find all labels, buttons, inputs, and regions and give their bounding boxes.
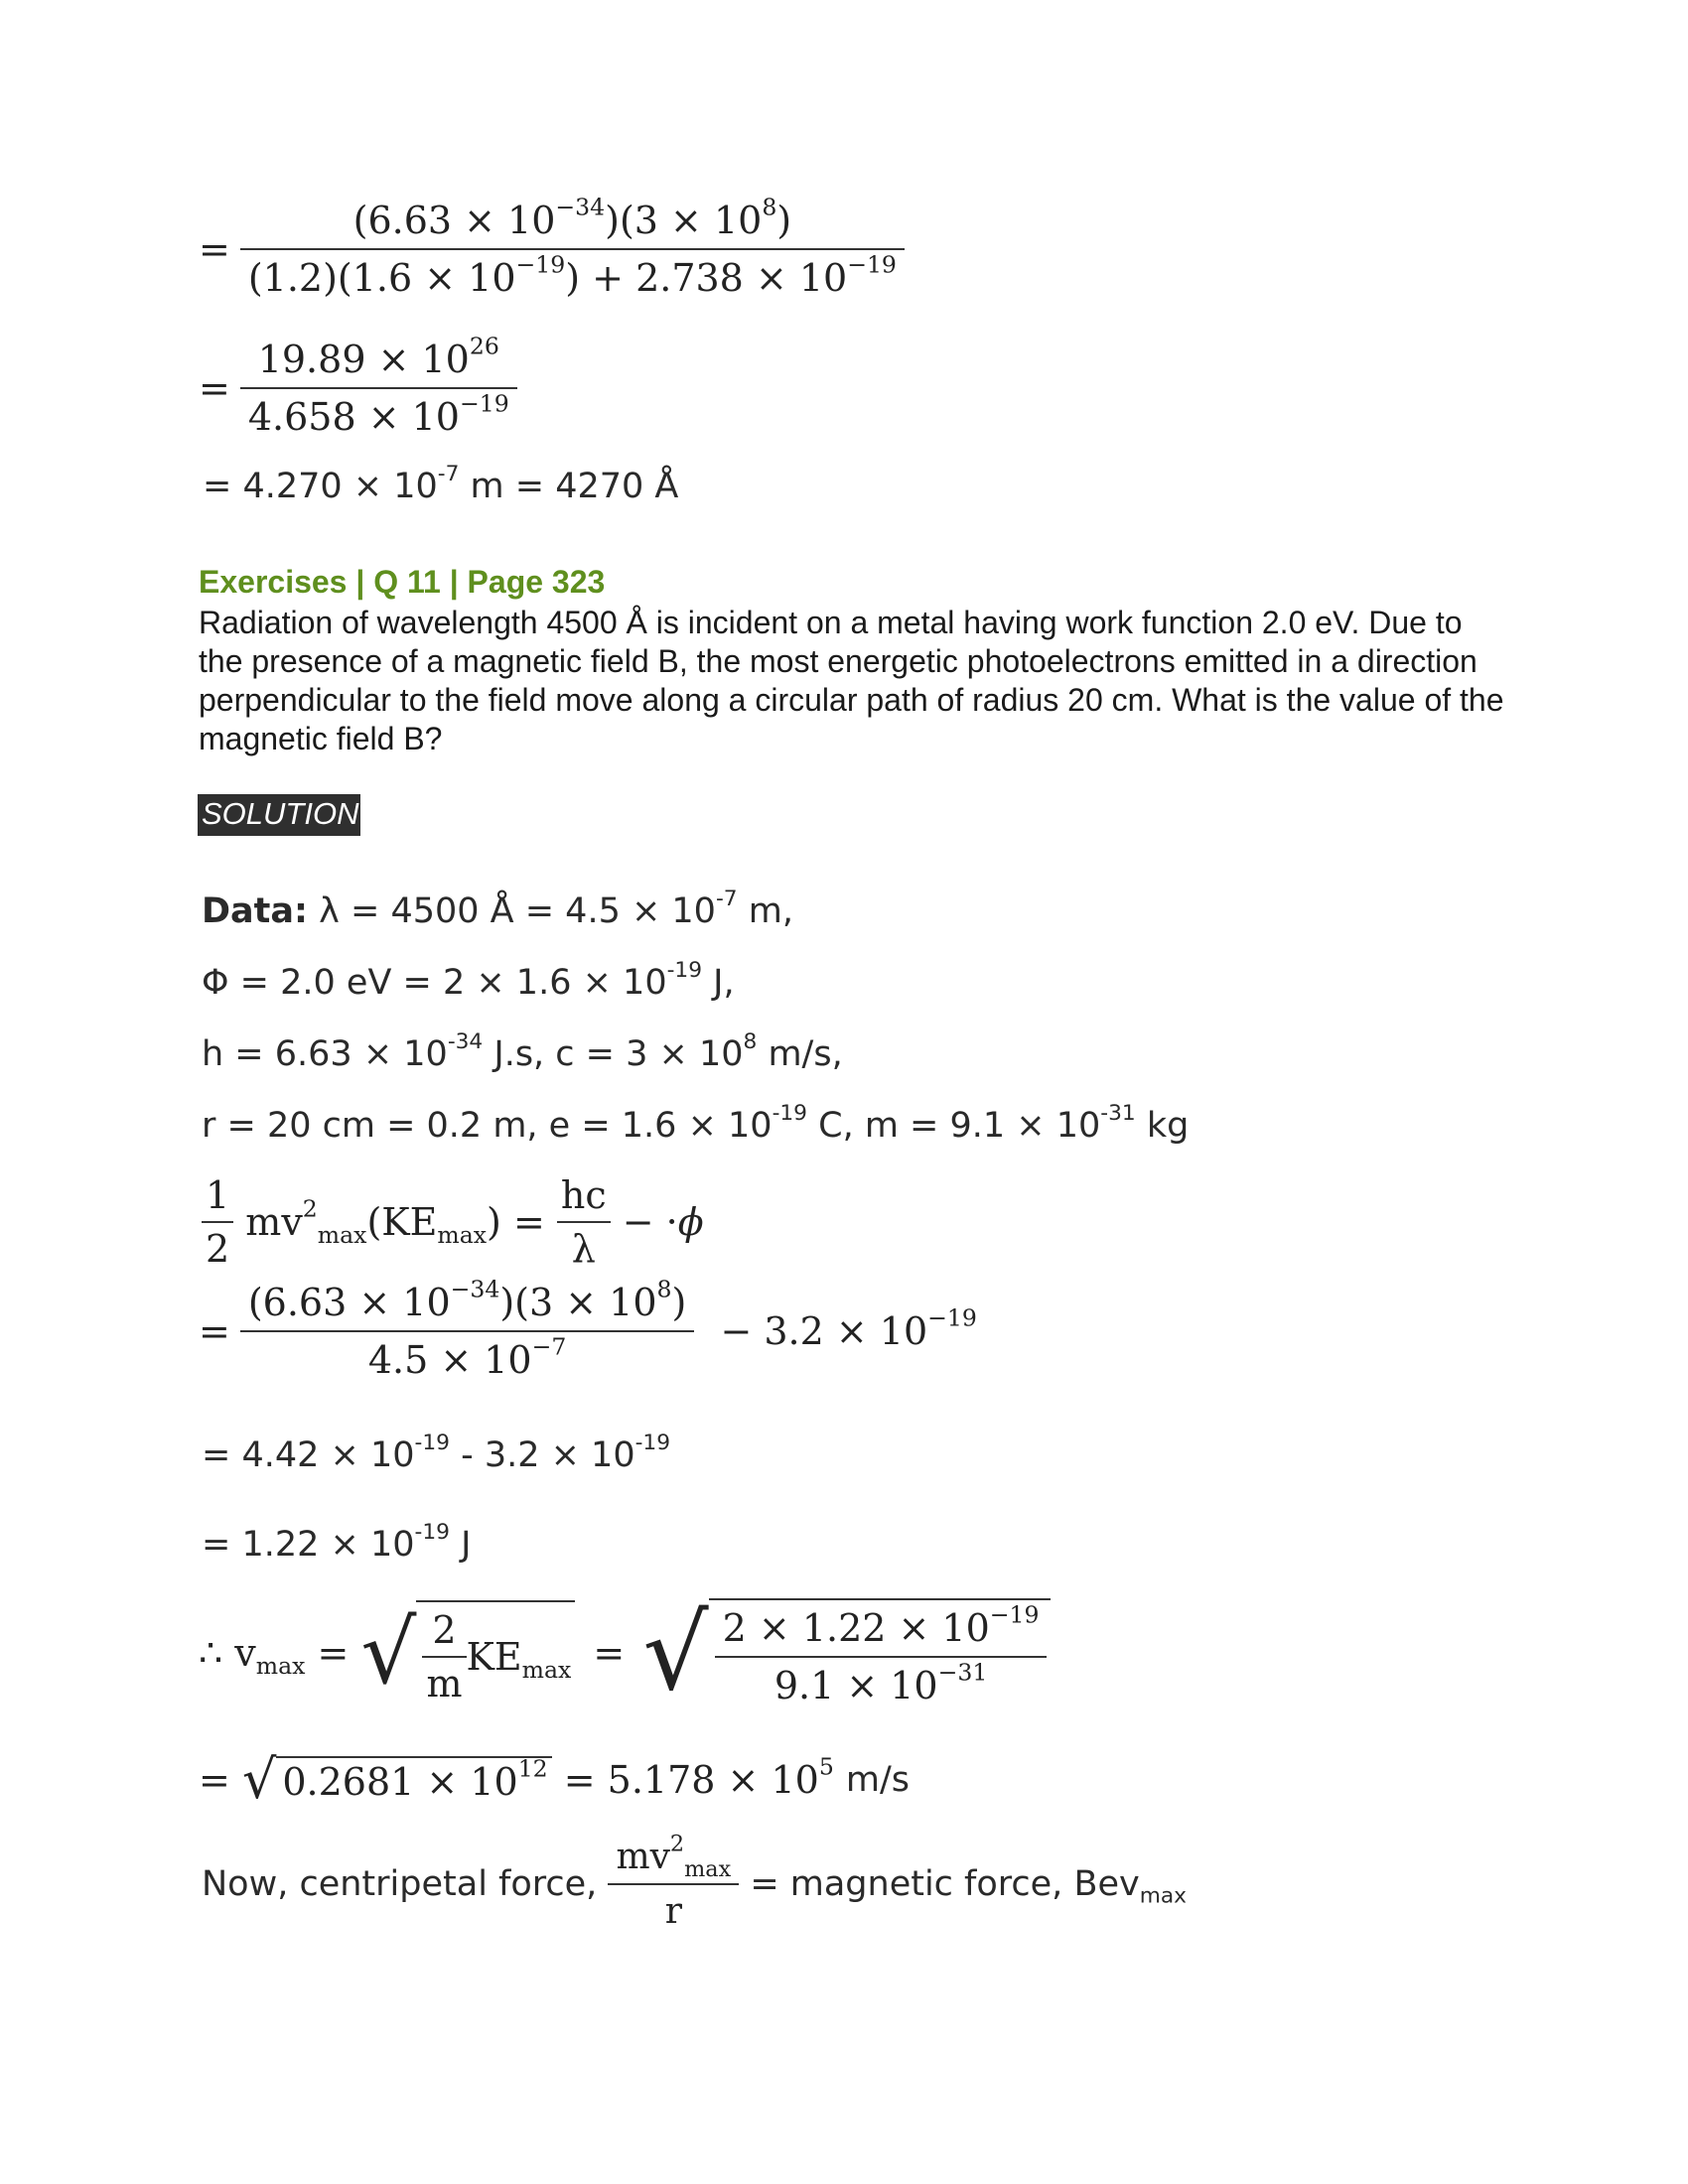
equals-sign: =	[199, 1758, 230, 1802]
ke-lhs: $mv^2_{max}(KE_{max})$ =	[245, 1194, 545, 1250]
vmax-lhs: ∴ $v_{max}$ =	[199, 1631, 350, 1681]
denominator: $4.658 \times 10^{-19}$	[240, 387, 517, 439]
result-tail: = $5.178 \times 10^5$	[563, 1752, 834, 1802]
denominator: λ	[557, 1221, 611, 1271]
ke-calc-line	[199, 1275, 977, 1382]
mid-equals: =	[593, 1631, 626, 1675]
solution-badge: SOLUTION	[198, 794, 360, 836]
force-suffix: = magnetic force, Bev$_{max}$	[750, 1864, 1187, 1909]
fraction	[240, 1275, 695, 1382]
sqrt-icon: √	[241, 1748, 277, 1811]
equals-sign: =	[199, 366, 230, 410]
denominator: r	[608, 1883, 739, 1932]
numerator: $mv^2_{max}$	[616, 1831, 732, 1882]
unit: m/s	[845, 1760, 911, 1800]
numerator: $2 \times 1.22 \times 10^{-19}$	[722, 1600, 1040, 1650]
denominator: m	[422, 1656, 466, 1706]
fraction	[715, 1600, 1048, 1707]
numerator: $(6.63 \times 10^{-34})(3 \times 10^8)$	[352, 193, 792, 242]
calc-result-line: = $4.270 \times 10^{-7}$ m = 4270 Å	[203, 462, 679, 506]
ke-step-1: = $4.42 \times 10^{-19} - 3.2 \times 10^{-19}$	[202, 1431, 671, 1475]
mv2-over-r	[608, 1831, 739, 1932]
denominator: $9.1 \times 10^{-31}$	[715, 1656, 1048, 1707]
data-line-3: $h = 6.63 \times 10^{-34}$ J.s, $c = 3 \times 10^8$ m/s,	[202, 1029, 843, 1074]
numerator: $19.89 \times 10^{26}$	[257, 332, 499, 381]
radicand	[416, 1600, 575, 1706]
ke-equation	[202, 1173, 704, 1271]
data-line-1	[202, 887, 793, 931]
denominator: $4.5 \times 10^{-7}$	[240, 1330, 695, 1382]
denominator: $(1.2)(1.6 \times 10^{-19}) + 2.738 \times 10^{-19}$	[240, 248, 905, 300]
sqrt-icon: √	[360, 1601, 417, 1704]
force-equation	[202, 1831, 1187, 1932]
denominator: 2	[202, 1221, 233, 1271]
equals-sign: =	[199, 1309, 230, 1353]
sqrt-icon: √	[642, 1592, 709, 1713]
fraction	[240, 332, 517, 439]
ke-max: $KE_{max}$	[466, 1635, 572, 1685]
data-line-1-text: λ = 4500 Å = $4.5 \times 10^{-7}$ m,	[319, 887, 793, 931]
ke-step-2: = $1.22 \times 10^{-19}$ J	[202, 1520, 472, 1565]
numerator: 2	[432, 1608, 457, 1652]
root-value: $0.2681 \times 10^{12}$	[282, 1754, 548, 1804]
radicand	[276, 1756, 551, 1804]
minus-phi: − ·ϕ	[622, 1200, 704, 1244]
vmax-equation	[199, 1592, 1051, 1713]
calc-tail: − $3.2 \times 10^{-19}$	[720, 1303, 977, 1353]
data-label: Data:	[202, 891, 309, 931]
force-prefix: Now, centripetal force,	[202, 1864, 598, 1904]
exercise-heading: Exercises | Q 11 | Page 323	[199, 564, 606, 600]
half-fraction	[202, 1173, 233, 1271]
data-line-2: Φ = 2.0 eV = $2 \times 1.6 \times 10^{-19}$ J,	[202, 958, 735, 1003]
hc-over-lambda	[557, 1173, 611, 1271]
numerator: $(6.63 \times 10^{-34})(3 \times 10^8)$	[247, 1275, 687, 1324]
numerator: hc	[560, 1173, 607, 1217]
fraction	[240, 193, 905, 300]
radicand	[709, 1598, 1052, 1707]
exercise-question: Radiation of wavelength 4500 Å is incident on a metal having work function 2.0 eV. Due to the presence of a magnetic field B, the most energetic photoelectrons emitted in a direction perpendicular to the field move along a circular path of radius 20 cm. What is the value of the magnetic field B?	[199, 605, 1504, 756]
equals-sign: =	[199, 227, 230, 271]
data-line-4: r = 20 cm = 0.2 m, $e = 1.6 \times 10^{-19}$ C, $m = 9.1 \times 10^{-31}$ kg	[202, 1101, 1190, 1146]
calc-line-1	[199, 193, 905, 300]
numerator: 1	[206, 1173, 230, 1217]
vmax-result	[199, 1748, 911, 1811]
calc-line-2	[199, 332, 517, 439]
two-over-m	[422, 1608, 466, 1706]
